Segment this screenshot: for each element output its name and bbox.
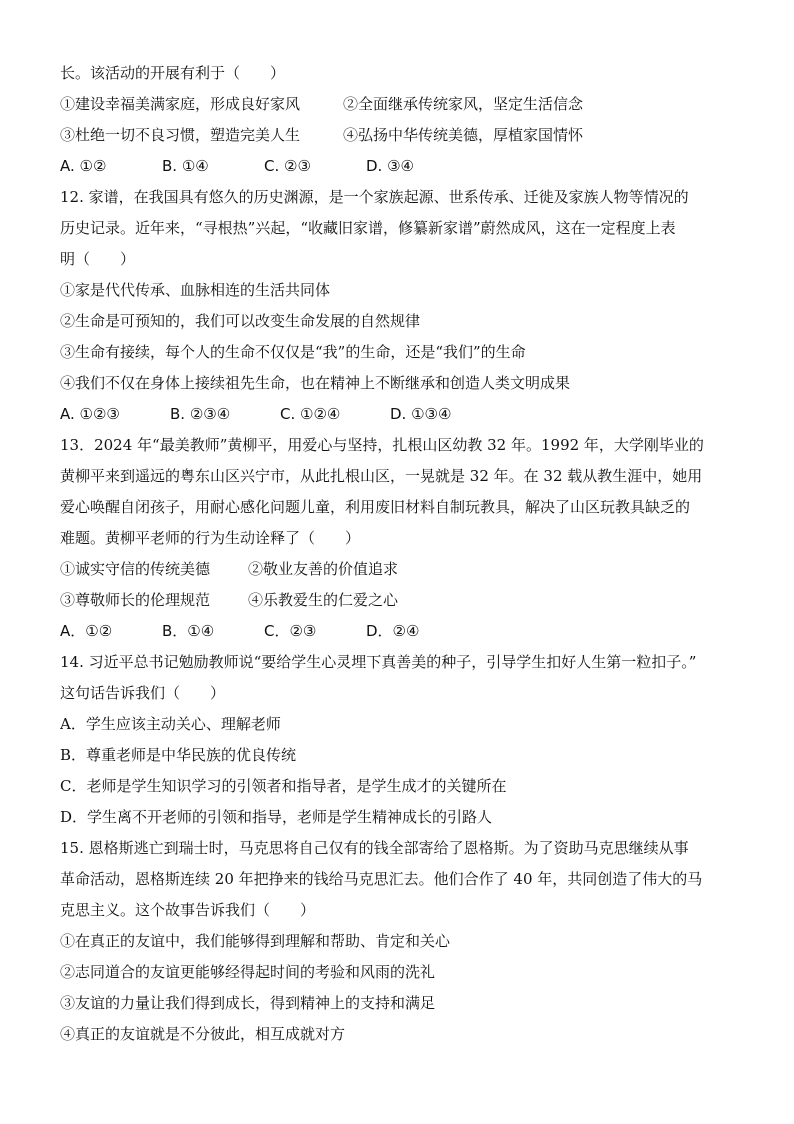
q14-choice-b: B．尊重老师是中华民族的优良传统: [60, 746, 297, 764]
q15-item-1: ①在真正的友谊中，我们能够得到理解和帮助、肯定和关心: [60, 932, 451, 950]
q14-choice-a: A．学生应该主动关心、理解老师: [60, 715, 281, 733]
q13-option-d: D．②④: [366, 622, 420, 640]
q14-stem-line-2: 这句话告诉我们（ ）: [60, 684, 226, 702]
q13-option-a: A．①②: [60, 622, 113, 640]
q12-option-d: D. ①③④: [390, 405, 452, 423]
q11-items-row-1: [60, 89, 740, 120]
exam-page: [60, 58, 740, 1050]
q12-item-2: ②生命是可预知的，我们可以改变生命发展的自然规律: [60, 312, 421, 330]
q12-stem-line-2: 历史记录。近年来，“寻根热”兴起，“收藏旧家谱，修纂新家谱”蔚然成风，这在一定程度上表: [60, 219, 676, 237]
q15-stem-line-3: 克思主义。这个故事告诉我们（ ）: [60, 901, 316, 919]
q11-option-c: C. ②③: [264, 157, 311, 175]
q12-option-a: A. ①②③: [60, 405, 120, 423]
q13-option-b: B．①④: [162, 622, 215, 640]
q13-items-row-1: [60, 554, 740, 585]
q11-option-d: D. ③④: [366, 157, 414, 175]
q13-item-2: ②敬业友善的价值追求: [248, 560, 399, 578]
q12-option-b: B. ②③④: [170, 405, 231, 423]
q11-option-a: A. ①②: [60, 157, 107, 175]
q13-stem-line-3: 爱心唤醒自闭孩子，用耐心感化问题儿童，利用废旧材料自制玩教具，解决了山区玩教具缺乏的: [60, 498, 691, 516]
q12-stem-line-3: 明（ ）: [60, 250, 136, 268]
q15-item-2: ②志同道合的友谊更能够经得起时间的考验和风雨的洗礼: [60, 963, 436, 981]
q12-options: [60, 399, 740, 430]
q15-item-3: ③友谊的力量让我们得到成长，得到精神上的支持和满足: [60, 994, 436, 1012]
q13-stem-line-2: 黄柳平来到遥远的粤东山区兴宁市，从此扎根山区，一晃就是 32 年。在 32 载从教生涯中，她用: [60, 467, 703, 485]
q11-option-b: B. ①④: [162, 157, 209, 175]
q13-items-row-2: [60, 585, 740, 616]
q11-item-4: ④弘扬中华传统美德，厚植家国情怀: [343, 126, 584, 144]
q13-options: [60, 616, 740, 647]
q15-item-4: ④真正的友谊就是不分彼此，相互成就对方: [60, 1025, 346, 1043]
q11-items-row-2: [60, 120, 740, 151]
q13-item-4: ④乐教爱生的仁爱之心: [248, 591, 399, 609]
q14-choice-c: C．老师是学生知识学习的引领者和指导者，是学生成才的关键所在: [60, 777, 507, 795]
q11-stem: 长。该活动的开展有利于（ ）: [60, 64, 286, 82]
q14-choice-d: D．学生离不开老师的引领和指导，老师是学生精神成长的引路人: [60, 808, 493, 826]
q12-item-1: ①家是代代传承、血脉相连的生活共同体: [60, 281, 331, 299]
q12-item-4: ④我们不仅在身体上接续祖先生命，也在精神上不断继承和创造人类文明成果: [60, 374, 571, 392]
q11-options: [60, 151, 740, 182]
q13-stem-line-4: 难题。黄柳平老师的行为生动诠释了（ ）: [60, 529, 361, 547]
q13-item-3: ③尊敬师长的伦理规范: [60, 591, 211, 609]
q13-option-c: C．②③: [264, 622, 317, 640]
q13-item-1: ①诚实守信的传统美德: [60, 560, 211, 578]
q12-option-c: C. ①②④: [280, 405, 341, 423]
q11-item-2: ②全面继承传统家风，坚定生活信念: [343, 95, 584, 113]
q11-item-3: ③杜绝一切不良习惯，塑造完美人生: [60, 126, 301, 144]
q12-stem-line-1: 12. 家谱，在我国具有悠久的历史渊源，是一个家族起源、世系传承、迁徙及家族人物等情况的: [60, 188, 689, 206]
q11-item-1: ①建设幸福美满家庭，形成良好家风: [60, 95, 301, 113]
q13-stem-line-1: 13．2024 年“最美教师”黄柳平，用爱心与坚持，扎根山区幼教 32 年。1992 年，大学刚毕业的: [60, 436, 704, 454]
q14-stem-line-1: 14. 习近平总书记勉励教师说“要给学生心灵埋下真善美的种子，引导学生扣好人生第一粒扣子。”: [60, 653, 697, 671]
q12-item-3: ③生命有接续，每个人的生命不仅仅是“我”的生命，还是“我们”的生命: [60, 343, 526, 361]
q15-stem-line-1: 15. 恩格斯逃亡到瑞士时，马克思将自己仅有的钱全部寄给了恩格斯。为了资助马克思继续从事: [60, 839, 689, 857]
q15-stem-line-2: 革命活动，恩格斯连续 20 年把挣来的钱给马克思汇去。他们合作了 40 年，共同创造了伟大的马: [60, 870, 703, 888]
